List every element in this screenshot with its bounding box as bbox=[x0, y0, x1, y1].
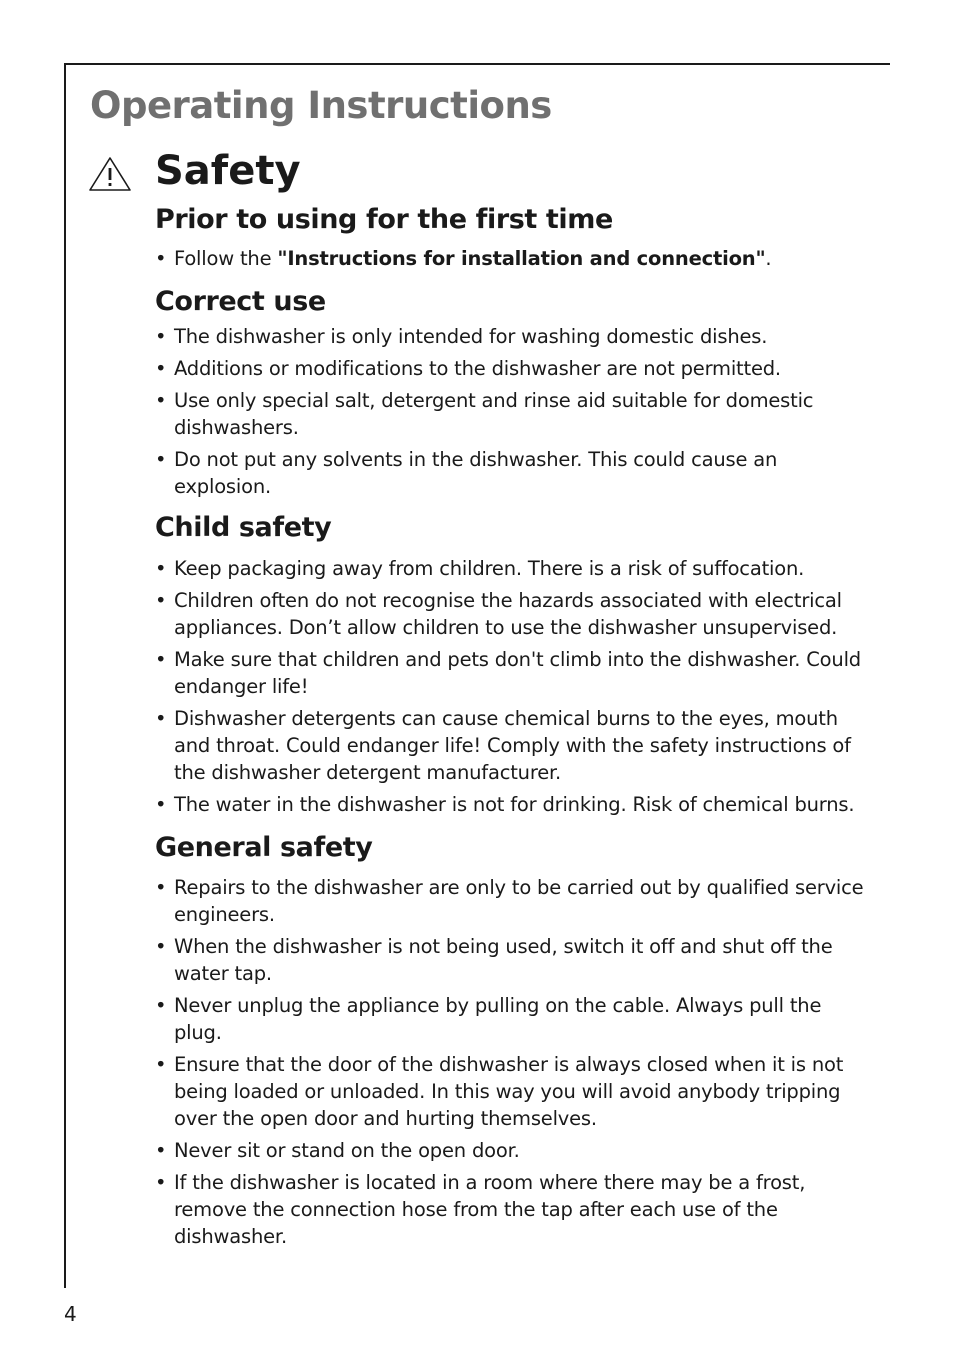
heading-correct-use: Correct use bbox=[155, 286, 326, 317]
list-item: • Additions or modifications to the dishwasher are not permitted. bbox=[155, 357, 781, 380]
list-item: • Do not put any solvents in the dishwasher. This could cause an explosion. bbox=[155, 448, 778, 498]
list-item: • Dishwasher detergents can cause chemical burns to the eyes, mouth and throat. Could endanger life! Comply with the safety instructions of the dishwasher detergent manufacturer. bbox=[155, 707, 851, 784]
list-item: • The water in the dishwasher is not for drinking. Risk of chemical burns. bbox=[155, 793, 855, 816]
list-item: • Never unplug the appliance by pulling on the cable. Always pull the plug. bbox=[155, 994, 822, 1044]
section-title: Safety bbox=[155, 148, 301, 194]
list-item: • The dishwasher is only intended for washing domestic dishes. bbox=[155, 325, 768, 348]
list-item: • Never sit or stand on the open door. bbox=[155, 1139, 520, 1162]
list-item: • Make sure that children and pets don't climb into the dishwasher. Could endanger life! bbox=[155, 648, 861, 698]
content bbox=[155, 204, 867, 1255]
frame-left-rule bbox=[64, 63, 66, 1288]
list-child-safety bbox=[155, 555, 867, 818]
list-item: • Repairs to the dishwasher are only to be carried out by qualified service engineers. bbox=[155, 876, 864, 926]
list-general-safety bbox=[155, 874, 867, 1250]
list-item: • Use only special salt, detergent and rinse aid suitable for domestic dishwashers. bbox=[155, 389, 814, 439]
list-item: • If the dishwasher is located in a room where there may be a frost, remove the connection hose from the tap after each use of the dishwasher. bbox=[155, 1171, 806, 1248]
list-item: • When the dishwasher is not being used, switch it off and shut off the water tap. bbox=[155, 935, 833, 985]
list-prior-to-first-use bbox=[155, 245, 867, 272]
heading-child-safety: Child safety bbox=[155, 512, 332, 543]
heading-general-safety: General safety bbox=[155, 832, 373, 863]
list-correct-use bbox=[155, 323, 867, 500]
list-item: • Children often do not recognise the hazards associated with electrical appliances. Don’t allow children to use the dishwasher unsupervised. bbox=[155, 589, 842, 639]
heading-prior-to-first-use: Prior to using for the first time bbox=[155, 204, 613, 235]
instructions-reference: "Instructions for installation and connection" bbox=[277, 247, 766, 270]
page-number: 4 bbox=[64, 1302, 77, 1326]
document-title: Operating Instructions bbox=[90, 84, 552, 127]
frame-top-rule bbox=[64, 63, 890, 65]
warning-triangle-icon bbox=[88, 156, 132, 192]
list-item: • Keep packaging away from children. There is a risk of suffocation. bbox=[155, 557, 805, 580]
list-item: • Follow the "Instructions for installation and connection". bbox=[155, 247, 772, 270]
list-item: • Ensure that the door of the dishwasher is always closed when it is not being loaded or unloaded. In this way you will avoid anybody tripping over the open door and hurting themselves. bbox=[155, 1053, 844, 1130]
